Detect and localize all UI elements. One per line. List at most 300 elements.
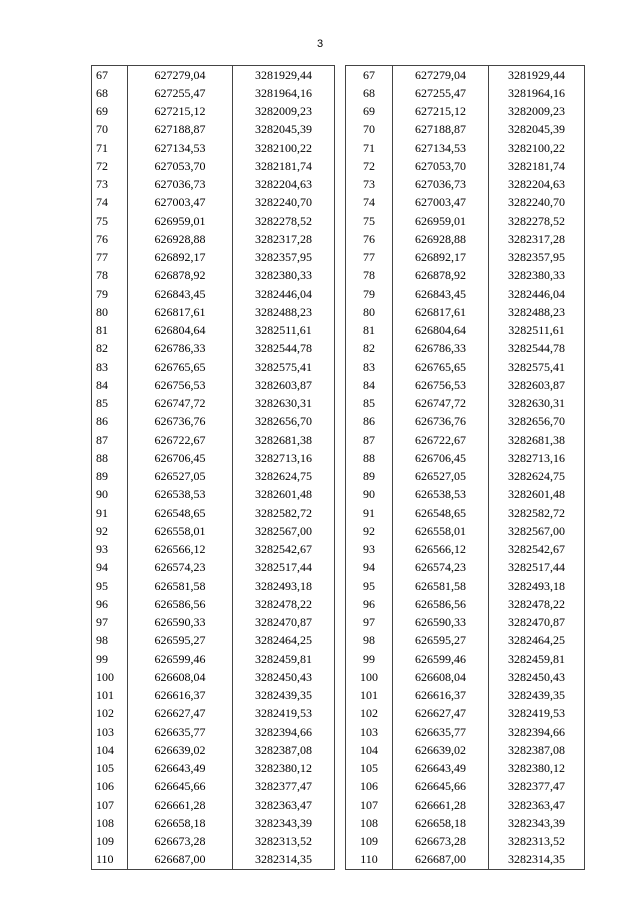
point-number-cell: 108	[92, 814, 128, 832]
point-number-cell: 97	[346, 614, 393, 632]
y-coordinate-cell: 3282377,47	[489, 778, 585, 796]
y-coordinate-cell: 3282582,72	[233, 504, 335, 522]
x-coordinate-cell: 626616,37	[128, 687, 233, 705]
y-coordinate-cell: 3282317,28	[489, 230, 585, 248]
y-coordinate-cell: 3282575,41	[233, 358, 335, 376]
table-row	[346, 468, 585, 486]
point-number-cell: 91	[346, 504, 393, 522]
y-coordinate-cell: 3282470,87	[489, 614, 585, 632]
point-number-cell: 96	[346, 595, 393, 613]
point-number-cell: 85	[346, 395, 393, 413]
x-coordinate-cell: 626747,72	[128, 395, 233, 413]
x-coordinate-cell: 626538,53	[128, 486, 233, 504]
point-number-cell: 89	[92, 468, 128, 486]
point-number-cell: 104	[92, 741, 128, 759]
x-coordinate-cell: 626586,56	[128, 595, 233, 613]
point-number-cell: 101	[92, 687, 128, 705]
table-row	[346, 121, 585, 139]
table-row	[92, 157, 335, 175]
point-number-cell: 106	[346, 778, 393, 796]
y-coordinate-cell: 3281929,44	[489, 66, 585, 85]
y-coordinate-cell: 3282493,18	[233, 577, 335, 595]
x-coordinate-cell: 627215,12	[128, 103, 233, 121]
x-coordinate-cell: 626928,88	[393, 230, 489, 248]
table-row	[92, 340, 335, 358]
y-coordinate-cell: 3282313,52	[489, 833, 585, 851]
table-row	[346, 687, 585, 705]
table-row	[92, 522, 335, 540]
y-coordinate-cell: 3282601,48	[233, 486, 335, 504]
table-row	[346, 705, 585, 723]
table-row	[346, 66, 585, 85]
x-coordinate-cell: 626608,04	[393, 668, 489, 686]
point-number-cell: 72	[92, 157, 128, 175]
x-coordinate-cell: 626892,17	[393, 249, 489, 267]
point-number-cell: 98	[92, 632, 128, 650]
table-row	[346, 668, 585, 686]
table-row	[92, 121, 335, 139]
x-coordinate-cell: 626878,92	[128, 267, 233, 285]
point-number-cell: 79	[346, 285, 393, 303]
x-coordinate-cell: 626892,17	[128, 249, 233, 267]
table-row	[346, 833, 585, 851]
point-number-cell: 102	[92, 705, 128, 723]
point-number-cell: 79	[92, 285, 128, 303]
table-row	[92, 84, 335, 102]
y-coordinate-cell: 3282363,47	[233, 796, 335, 814]
point-number-cell: 74	[346, 194, 393, 212]
y-coordinate-cell: 3282446,04	[233, 285, 335, 303]
point-number-cell: 88	[92, 449, 128, 467]
point-number-cell: 75	[346, 212, 393, 230]
table-row	[92, 449, 335, 467]
y-coordinate-cell: 3282343,39	[233, 814, 335, 832]
y-coordinate-cell: 3281964,16	[233, 84, 335, 102]
point-number-cell: 87	[346, 431, 393, 449]
y-coordinate-cell: 3282511,61	[489, 322, 585, 340]
table-row	[92, 431, 335, 449]
point-number-cell: 98	[346, 632, 393, 650]
y-coordinate-cell: 3282544,78	[233, 340, 335, 358]
x-coordinate-cell: 626566,12	[393, 541, 489, 559]
x-coordinate-cell: 626616,37	[393, 687, 489, 705]
y-coordinate-cell: 3282419,53	[233, 705, 335, 723]
x-coordinate-cell: 627215,12	[393, 103, 489, 121]
point-number-cell: 69	[92, 103, 128, 121]
point-number-cell: 102	[346, 705, 393, 723]
point-number-cell: 71	[92, 139, 128, 157]
table-row	[346, 322, 585, 340]
point-number-cell: 67	[92, 66, 128, 85]
table-row	[346, 778, 585, 796]
y-coordinate-cell: 3282357,95	[233, 249, 335, 267]
x-coordinate-cell: 626843,45	[128, 285, 233, 303]
table-row	[346, 723, 585, 741]
table-row	[92, 760, 335, 778]
coordinates-table-right-body	[346, 66, 585, 870]
point-number-cell: 84	[346, 376, 393, 394]
x-coordinate-cell: 626706,45	[128, 449, 233, 467]
y-coordinate-cell: 3282656,70	[233, 413, 335, 431]
table-row	[346, 522, 585, 540]
x-coordinate-cell: 626527,05	[393, 468, 489, 486]
x-coordinate-cell: 626658,18	[393, 814, 489, 832]
x-coordinate-cell: 626643,49	[128, 760, 233, 778]
x-coordinate-cell: 626627,47	[128, 705, 233, 723]
table-row	[92, 230, 335, 248]
coordinates-table-left-body	[92, 66, 335, 870]
y-coordinate-cell: 3282240,70	[233, 194, 335, 212]
point-number-cell: 81	[346, 322, 393, 340]
table-row	[346, 504, 585, 522]
point-number-cell: 76	[346, 230, 393, 248]
y-coordinate-cell: 3282567,00	[233, 522, 335, 540]
x-coordinate-cell: 626627,47	[393, 705, 489, 723]
y-coordinate-cell: 3282575,41	[489, 358, 585, 376]
point-number-cell: 92	[346, 522, 393, 540]
point-number-cell: 109	[92, 833, 128, 851]
x-coordinate-cell: 627279,04	[128, 66, 233, 85]
point-number-cell: 91	[92, 504, 128, 522]
y-coordinate-cell: 3282459,81	[233, 650, 335, 668]
table-row	[346, 449, 585, 467]
x-coordinate-cell: 626635,77	[128, 723, 233, 741]
point-number-cell: 106	[92, 778, 128, 796]
table-row	[92, 741, 335, 759]
point-number-cell: 70	[346, 121, 393, 139]
y-coordinate-cell: 3282630,31	[489, 395, 585, 413]
y-coordinate-cell: 3282278,52	[489, 212, 585, 230]
table-row	[346, 431, 585, 449]
x-coordinate-cell: 626959,01	[128, 212, 233, 230]
point-number-cell: 73	[92, 176, 128, 194]
point-number-cell: 80	[346, 303, 393, 321]
x-coordinate-cell: 626599,46	[393, 650, 489, 668]
y-coordinate-cell: 3282045,39	[233, 121, 335, 139]
table-row	[346, 741, 585, 759]
point-number-cell: 95	[92, 577, 128, 595]
x-coordinate-cell: 627053,70	[393, 157, 489, 175]
table-row	[346, 84, 585, 102]
point-number-cell: 105	[92, 760, 128, 778]
point-number-cell: 109	[346, 833, 393, 851]
x-coordinate-cell: 626639,02	[393, 741, 489, 759]
y-coordinate-cell: 3282624,75	[489, 468, 585, 486]
point-number-cell: 77	[92, 249, 128, 267]
y-coordinate-cell: 3282204,63	[489, 176, 585, 194]
y-coordinate-cell: 3282380,12	[489, 760, 585, 778]
y-coordinate-cell: 3282181,74	[233, 157, 335, 175]
x-coordinate-cell: 626786,33	[128, 340, 233, 358]
table-row	[346, 194, 585, 212]
y-coordinate-cell: 3282100,22	[233, 139, 335, 157]
table-row	[92, 541, 335, 559]
y-coordinate-cell: 3282488,23	[233, 303, 335, 321]
y-coordinate-cell: 3282713,16	[489, 449, 585, 467]
point-number-cell: 108	[346, 814, 393, 832]
point-number-cell: 76	[92, 230, 128, 248]
x-coordinate-cell: 626722,67	[393, 431, 489, 449]
table-row	[92, 851, 335, 870]
point-number-cell: 101	[346, 687, 393, 705]
x-coordinate-cell: 626595,27	[393, 632, 489, 650]
point-number-cell: 93	[92, 541, 128, 559]
point-number-cell: 99	[92, 650, 128, 668]
y-coordinate-cell: 3282045,39	[489, 121, 585, 139]
page-number: 3	[316, 38, 324, 50]
table-row	[92, 559, 335, 577]
y-coordinate-cell: 3282450,43	[489, 668, 585, 686]
x-coordinate-cell: 626608,04	[128, 668, 233, 686]
table-row	[346, 249, 585, 267]
point-number-cell: 107	[346, 796, 393, 814]
x-coordinate-cell: 626538,53	[393, 486, 489, 504]
table-row	[346, 303, 585, 321]
table-row	[92, 413, 335, 431]
y-coordinate-cell: 3282009,23	[489, 103, 585, 121]
y-coordinate-cell: 3282380,33	[489, 267, 585, 285]
point-number-cell: 84	[92, 376, 128, 394]
y-coordinate-cell: 3282681,38	[489, 431, 585, 449]
x-coordinate-cell: 626558,01	[128, 522, 233, 540]
table-row	[92, 358, 335, 376]
x-coordinate-cell: 626817,61	[128, 303, 233, 321]
y-coordinate-cell: 3282377,47	[233, 778, 335, 796]
table-row	[346, 212, 585, 230]
x-coordinate-cell: 627003,47	[128, 194, 233, 212]
point-number-cell: 86	[92, 413, 128, 431]
x-coordinate-cell: 627053,70	[128, 157, 233, 175]
x-coordinate-cell: 626736,76	[393, 413, 489, 431]
x-coordinate-cell: 626817,61	[393, 303, 489, 321]
table-row	[92, 194, 335, 212]
x-coordinate-cell: 626959,01	[393, 212, 489, 230]
table-row	[92, 103, 335, 121]
point-number-cell: 86	[346, 413, 393, 431]
point-number-cell: 88	[346, 449, 393, 467]
point-number-cell: 67	[346, 66, 393, 85]
y-coordinate-cell: 3282357,95	[489, 249, 585, 267]
table-row	[92, 814, 335, 832]
point-number-cell: 87	[92, 431, 128, 449]
coordinates-table-right	[345, 65, 585, 870]
table-row	[346, 814, 585, 832]
x-coordinate-cell: 626643,49	[393, 760, 489, 778]
x-coordinate-cell: 626804,64	[393, 322, 489, 340]
y-coordinate-cell: 3282439,35	[233, 687, 335, 705]
y-coordinate-cell: 3282439,35	[489, 687, 585, 705]
table-row	[346, 559, 585, 577]
point-number-cell: 75	[92, 212, 128, 230]
point-number-cell: 68	[92, 84, 128, 102]
point-number-cell: 73	[346, 176, 393, 194]
x-coordinate-cell: 626548,65	[393, 504, 489, 522]
y-coordinate-cell: 3282630,31	[233, 395, 335, 413]
table-row	[346, 413, 585, 431]
point-number-cell: 92	[92, 522, 128, 540]
table-row	[92, 486, 335, 504]
x-coordinate-cell: 626756,53	[128, 376, 233, 394]
table-row	[346, 796, 585, 814]
table-row	[346, 614, 585, 632]
point-number-cell: 74	[92, 194, 128, 212]
point-number-cell: 68	[346, 84, 393, 102]
point-number-cell: 90	[92, 486, 128, 504]
table-row	[346, 340, 585, 358]
table-row	[346, 267, 585, 285]
y-coordinate-cell: 3282387,08	[233, 741, 335, 759]
point-number-cell: 81	[92, 322, 128, 340]
point-number-cell: 95	[346, 577, 393, 595]
x-coordinate-cell: 626548,65	[128, 504, 233, 522]
point-number-cell: 78	[346, 267, 393, 285]
y-coordinate-cell: 3281964,16	[489, 84, 585, 102]
y-coordinate-cell: 3282488,23	[489, 303, 585, 321]
x-coordinate-cell: 626645,66	[393, 778, 489, 796]
x-coordinate-cell: 627188,87	[128, 121, 233, 139]
table-row	[346, 632, 585, 650]
y-coordinate-cell: 3282582,72	[489, 504, 585, 522]
table-row	[92, 504, 335, 522]
table-row	[346, 650, 585, 668]
x-coordinate-cell: 626635,77	[393, 723, 489, 741]
x-coordinate-cell: 626599,46	[128, 650, 233, 668]
table-row	[346, 358, 585, 376]
point-number-cell: 82	[92, 340, 128, 358]
x-coordinate-cell: 626574,23	[128, 559, 233, 577]
y-coordinate-cell: 3282204,63	[233, 176, 335, 194]
table-row	[92, 668, 335, 686]
x-coordinate-cell: 626590,33	[128, 614, 233, 632]
table-row	[92, 778, 335, 796]
point-number-cell: 100	[346, 668, 393, 686]
point-number-cell: 85	[92, 395, 128, 413]
point-number-cell: 69	[346, 103, 393, 121]
y-coordinate-cell: 3282713,16	[233, 449, 335, 467]
y-coordinate-cell: 3282314,35	[233, 851, 335, 870]
table-row	[92, 614, 335, 632]
x-coordinate-cell: 626928,88	[128, 230, 233, 248]
table-row	[346, 577, 585, 595]
table-row	[92, 705, 335, 723]
table-row	[92, 468, 335, 486]
x-coordinate-cell: 626566,12	[128, 541, 233, 559]
point-number-cell: 71	[346, 139, 393, 157]
y-coordinate-cell: 3282517,44	[489, 559, 585, 577]
y-coordinate-cell: 3282446,04	[489, 285, 585, 303]
point-number-cell: 110	[92, 851, 128, 870]
table-row	[92, 66, 335, 85]
table-row	[346, 285, 585, 303]
x-coordinate-cell: 626722,67	[128, 431, 233, 449]
x-coordinate-cell: 627255,47	[128, 84, 233, 102]
table-row	[346, 376, 585, 394]
point-number-cell: 96	[92, 595, 128, 613]
y-coordinate-cell: 3282380,12	[233, 760, 335, 778]
table-row	[346, 103, 585, 121]
x-coordinate-cell: 627036,73	[393, 176, 489, 194]
y-coordinate-cell: 3282511,61	[233, 322, 335, 340]
x-coordinate-cell: 627255,47	[393, 84, 489, 102]
point-number-cell: 94	[346, 559, 393, 577]
y-coordinate-cell: 3282363,47	[489, 796, 585, 814]
x-coordinate-cell: 626673,28	[393, 833, 489, 851]
x-coordinate-cell: 626661,28	[128, 796, 233, 814]
table-row	[92, 833, 335, 851]
point-number-cell: 94	[92, 559, 128, 577]
point-number-cell: 110	[346, 851, 393, 870]
y-coordinate-cell: 3282278,52	[233, 212, 335, 230]
x-coordinate-cell: 626765,65	[128, 358, 233, 376]
point-number-cell: 70	[92, 121, 128, 139]
point-number-cell: 80	[92, 303, 128, 321]
x-coordinate-cell: 626590,33	[393, 614, 489, 632]
point-number-cell: 82	[346, 340, 393, 358]
x-coordinate-cell: 626706,45	[393, 449, 489, 467]
x-coordinate-cell: 627003,47	[393, 194, 489, 212]
y-coordinate-cell: 3282470,87	[233, 614, 335, 632]
x-coordinate-cell: 626747,72	[393, 395, 489, 413]
x-coordinate-cell: 626687,00	[393, 851, 489, 870]
x-coordinate-cell: 626527,05	[128, 468, 233, 486]
coordinates-table-left	[91, 65, 335, 870]
y-coordinate-cell: 3282380,33	[233, 267, 335, 285]
y-coordinate-cell: 3282517,44	[233, 559, 335, 577]
table-row	[92, 139, 335, 157]
table-row	[92, 176, 335, 194]
table-row	[92, 650, 335, 668]
table-row	[92, 395, 335, 413]
y-coordinate-cell: 3282450,43	[233, 668, 335, 686]
table-row	[92, 322, 335, 340]
x-coordinate-cell: 627134,53	[128, 139, 233, 157]
y-coordinate-cell: 3282387,08	[489, 741, 585, 759]
x-coordinate-cell: 626639,02	[128, 741, 233, 759]
table-row	[346, 760, 585, 778]
x-coordinate-cell: 626581,58	[128, 577, 233, 595]
x-coordinate-cell: 626595,27	[128, 632, 233, 650]
table-row	[92, 796, 335, 814]
table-row	[92, 285, 335, 303]
y-coordinate-cell: 3282478,22	[233, 595, 335, 613]
y-coordinate-cell: 3282313,52	[233, 833, 335, 851]
point-number-cell: 72	[346, 157, 393, 175]
x-coordinate-cell: 626878,92	[393, 267, 489, 285]
table-row	[346, 230, 585, 248]
y-coordinate-cell: 3282601,48	[489, 486, 585, 504]
point-number-cell: 93	[346, 541, 393, 559]
table-row	[92, 267, 335, 285]
point-number-cell: 83	[92, 358, 128, 376]
y-coordinate-cell: 3282603,87	[233, 376, 335, 394]
x-coordinate-cell: 627188,87	[393, 121, 489, 139]
point-number-cell: 107	[92, 796, 128, 814]
y-coordinate-cell: 3281929,44	[233, 66, 335, 85]
point-number-cell: 104	[346, 741, 393, 759]
table-row	[92, 303, 335, 321]
table-row	[92, 212, 335, 230]
x-coordinate-cell: 626765,65	[393, 358, 489, 376]
point-number-cell: 99	[346, 650, 393, 668]
y-coordinate-cell: 3282681,38	[233, 431, 335, 449]
point-number-cell: 103	[346, 723, 393, 741]
x-coordinate-cell: 626673,28	[128, 833, 233, 851]
table-row	[92, 595, 335, 613]
x-coordinate-cell: 626661,28	[393, 796, 489, 814]
point-number-cell: 89	[346, 468, 393, 486]
y-coordinate-cell: 3282240,70	[489, 194, 585, 212]
y-coordinate-cell: 3282459,81	[489, 650, 585, 668]
